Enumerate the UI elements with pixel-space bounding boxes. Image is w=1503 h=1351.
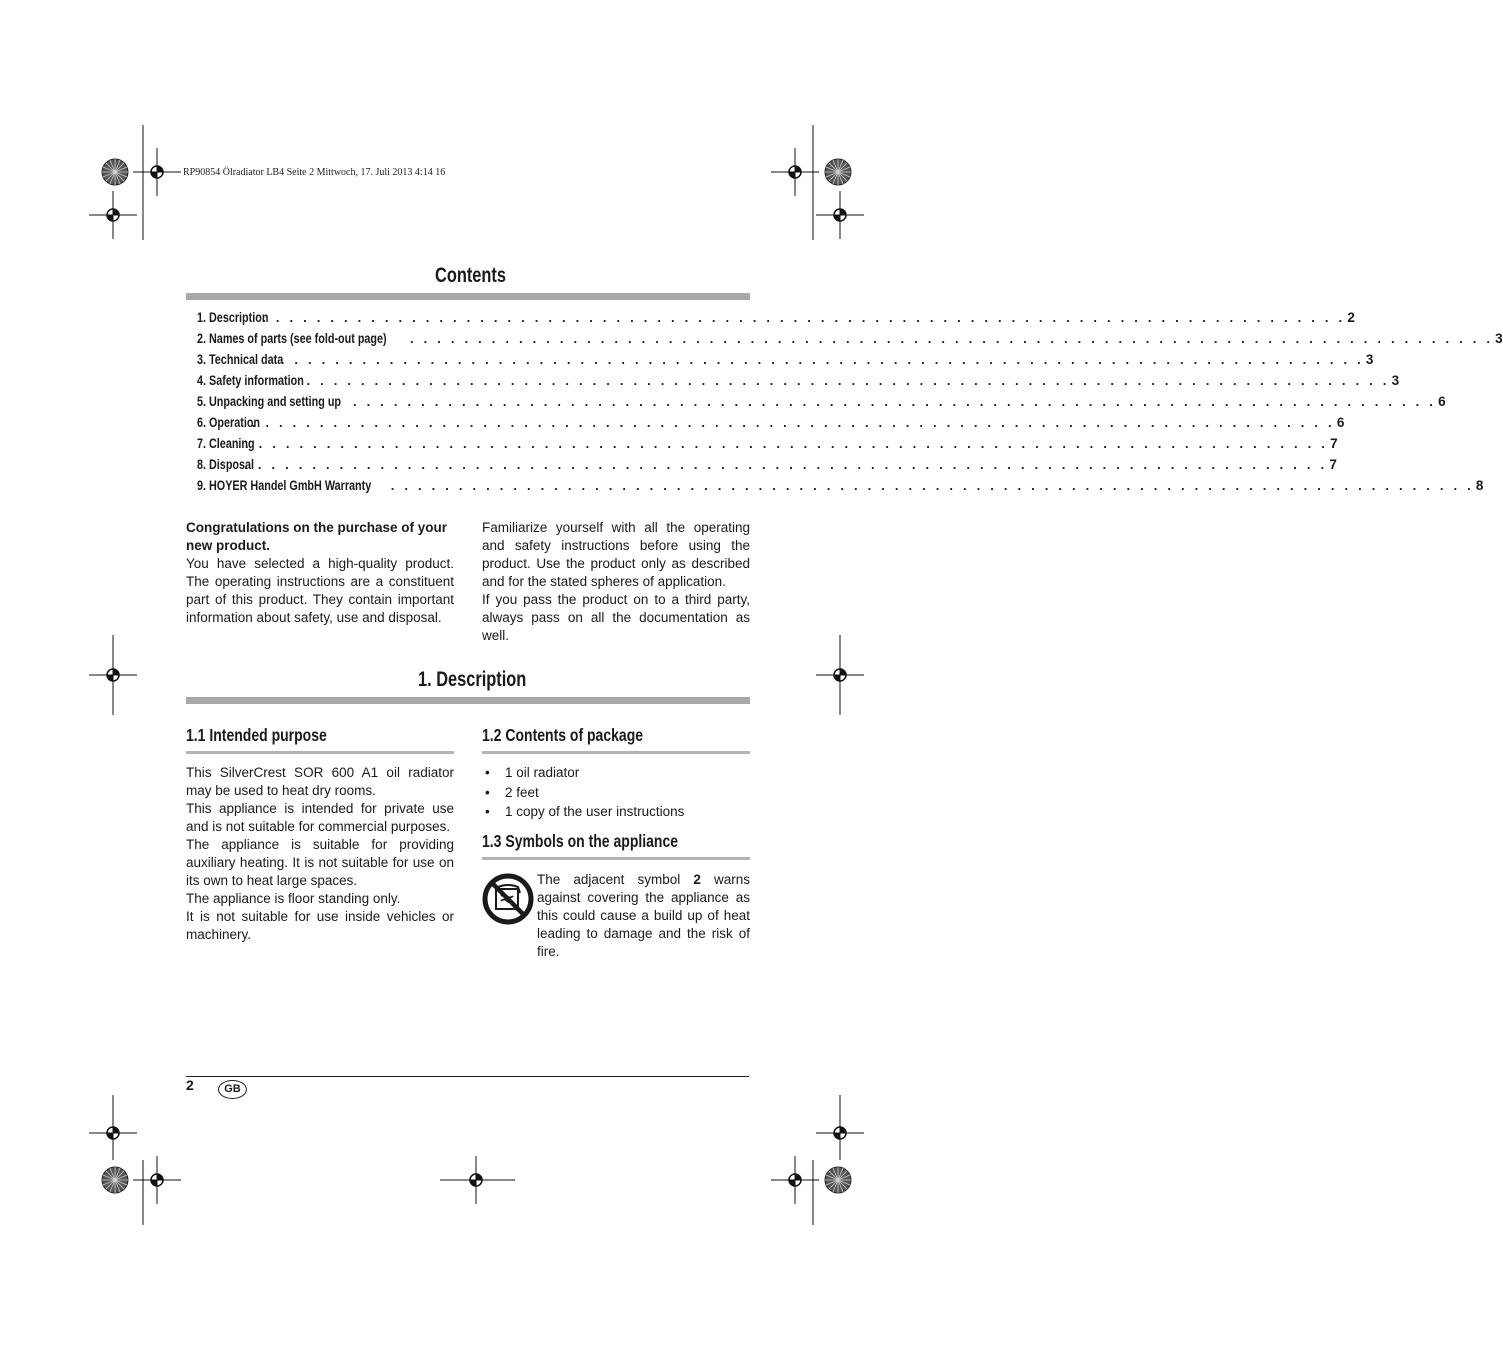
contents-of-package-rule (482, 751, 750, 754)
intended-purpose-paragraph: This appliance is intended for private use and is not suitable for commercial purposes. (186, 801, 454, 834)
toc-entry-label: 9. HOYER Handel GmbH Warranty (197, 478, 372, 493)
toc-entry-page: 3 (1365, 352, 1374, 367)
toc-entry-label: 6. Operation (197, 415, 261, 430)
page-number: 2 (186, 1077, 194, 1093)
toc-leader-dots: . . . . . . . . . . . . . . . . . . . . . . . . . . . . . . . . . . . . . . . . . . . . . . . . . . . . . . . . . . . . . . . . . . . . . . . . . . . . . . . . (251, 415, 1335, 430)
toc-entry (197, 436, 1338, 457)
toc-leader-dots: . . . . . . . . . . . . . . . . . . . . . . . . . . . . . . . . . . . . . . . . . . . . . . . . . . . . . . . . . . . . . . . . . . . . . . . . . . . . . . . . (410, 331, 1494, 346)
toc-leader-dots: . . . . . . . . . . . . . . . . . . . . . . . . . . . . . . . . . . . . . . . . . . . . . . . . . . . . . . . . . . . . . . . . . . . . . . . . . . . . . . . . (244, 457, 1328, 472)
toc-entry-page: 7 (1330, 436, 1338, 451)
footer-rule (186, 1076, 749, 1077)
toc-entry-label: 7. Cleaning (197, 436, 255, 451)
toc-leader-dots: . . . . . . . . . . . . . . . . . . . . . . . . . . . . . . . . . . . . . . . . . . . . . . . . . . . . . . . . . . . . . . . . . . . . . . . . . . . . . . . . (390, 478, 1474, 493)
toc-leader-dots: . . . . . . . . . . . . . . . . . . . . . . . . . . . . . . . . . . . . . . . . . . . . . . . . . . . . . . . . . . . . . . . . . . . . . . . . . . . . . . . . (353, 394, 1437, 409)
toc-leader-dots: . . . . . . . . . . . . . . . . . . . . . . . . . . . . . . . . . . . . . . . . . . . . . . . . . . . . . . . . . . . . . . . . . . . . . . . . . . . . . . . . (280, 352, 1364, 367)
intro-right-paragraph-2: If you pass the product on to a third party, always pass on all the documentation as well. (482, 592, 750, 643)
symbols-text-after: warns against covering the appliance as this could cause a build up of heat leading to damage and the risk of fire. (537, 872, 750, 959)
toc-entry-label: 3. Technical data (197, 352, 284, 367)
intro-heading: Congratulations on the purchase of your new product. (186, 520, 448, 553)
toc-entry (197, 373, 1400, 394)
toc-leader-dots: . . . . . . . . . . . . . . . . . . . . . . . . . . . . . . . . . . . . . . . . . . . . . . . . . . . . . . . . . . . . . . . . . . . . . . . . . . . . . . . . (245, 436, 1329, 451)
symbols-heading: 1.3 Symbols on the appliance (482, 831, 679, 851)
table-of-contents (197, 310, 1503, 499)
toc-entry-page: 6 (1336, 415, 1345, 430)
contents-title-bar (186, 293, 750, 300)
symbols-rule (482, 857, 750, 860)
intended-purpose-paragraph: It is not suitable for use inside vehicles or machinery. (186, 909, 454, 942)
intended-purpose-heading: 1.1 Intended purpose (186, 725, 327, 745)
toc-leader-dots: . . . . . . . . . . . . . . . . . . . . . . . . . . . . . . . . . . . . . . . . . . . . . . . . . . . . . . . . . . . . . . . . . . . . . . . . . . . . . . . . (262, 310, 1346, 325)
toc-entry-page: 2 (1347, 310, 1355, 325)
list-item: • 2 feet (482, 783, 684, 803)
intro-left-text: You have selected a high-quality product. The operating instructions are a constituent part of this product. They contain important information about safety, use and disposal. (186, 556, 454, 625)
toc-entry (197, 331, 1503, 352)
symbol-number: 2 (693, 872, 701, 887)
contents-of-package-heading: 1.2 Contents of package (482, 725, 644, 745)
toc-entry (197, 310, 1355, 331)
description-title-bar (186, 697, 750, 704)
toc-entry-label: 1. Description (197, 310, 269, 325)
intro-right-paragraph-1: Familiarize yourself with all the operating and safety instructions before using the product. Use the product only as described and for the stated spheres of application. (482, 520, 750, 589)
intended-purpose-paragraph: This SilverCrest SOR 600 A1 oil radiator may be used to heat dry rooms. (186, 765, 454, 798)
toc-entry-page: 6 (1438, 394, 1446, 409)
toc-entry-page: 3 (1391, 373, 1400, 388)
toc-entry (197, 457, 1337, 478)
toc-entry-page: 7 (1329, 457, 1337, 472)
toc-entry-label: 4. Safety information (197, 373, 304, 388)
intended-purpose-paragraph: The appliance is floor standing only. (186, 891, 401, 906)
symbols-text-before: The adjacent symbol (537, 872, 694, 887)
intro-left-column (186, 519, 454, 627)
intro-right-column (482, 519, 750, 645)
toc-entry-page: 3 (1495, 331, 1503, 346)
toc-leader-dots: . . . . . . . . . . . . . . . . . . . . . . . . . . . . . . . . . . . . . . . . . . . . . . . . . . . . . . . . . . . . . . . . . . . . . . . . . . . . . . . . (306, 373, 1390, 388)
toc-entry-page: 8 (1475, 478, 1484, 493)
print-slug: RP90854 Ölradiator LB4 Seite 2 Mittwoch, 17. Juli 2013 4:14 16 (183, 167, 446, 178)
do-not-cover-icon (481, 872, 535, 926)
country-badge: GB (218, 1080, 247, 1099)
package-contents-list (482, 763, 684, 822)
toc-entry (197, 394, 1446, 415)
contents-title: Contents (435, 264, 506, 287)
intended-purpose-paragraph: The appliance is suitable for providing auxiliary heating. It is not suitable for use on its own to heat large spaces. (186, 837, 454, 888)
toc-entry (197, 478, 1484, 499)
list-item: • 1 copy of the user instructions (482, 802, 684, 822)
list-item: • 1 oil radiator (482, 763, 684, 783)
intended-purpose-rule (186, 751, 454, 754)
toc-entry-label: 2. Names of parts (see fold-out page) (197, 331, 387, 346)
toc-entry (197, 415, 1345, 436)
toc-entry-label: 8. Disposal (197, 457, 255, 472)
description-title: 1. Description (418, 668, 527, 691)
toc-entry (197, 352, 1374, 373)
intended-purpose-text (186, 764, 454, 944)
symbols-text (537, 871, 750, 961)
toc-entry-label: 5. Unpacking and setting up (197, 394, 342, 409)
